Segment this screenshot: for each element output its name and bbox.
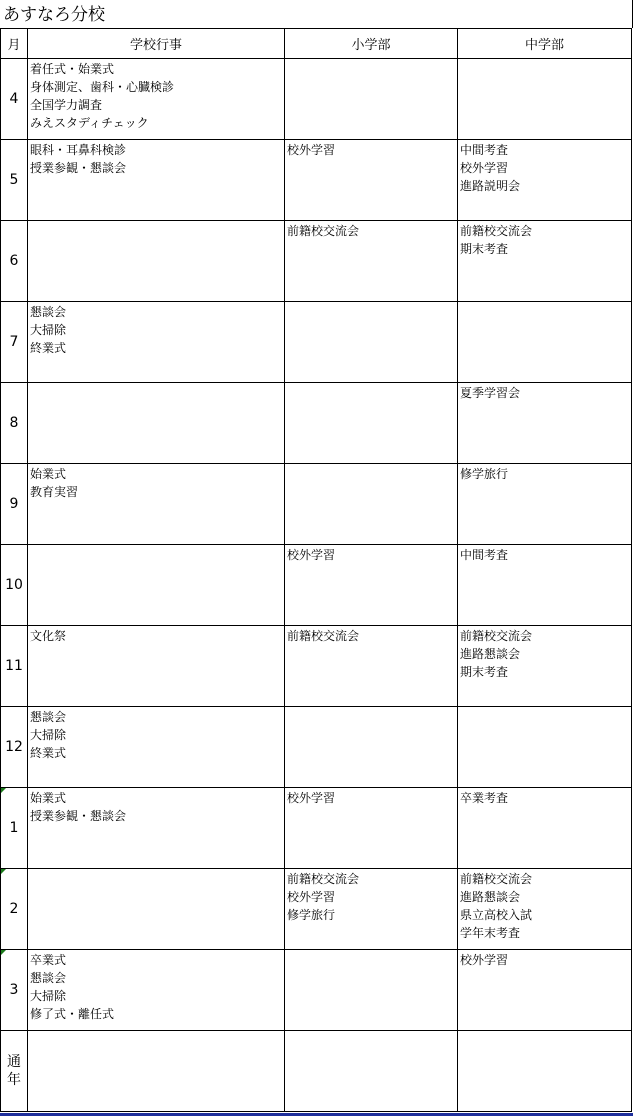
event-item: 卒業式 bbox=[30, 953, 67, 967]
event-list bbox=[28, 869, 284, 870]
event-list bbox=[285, 707, 457, 708]
event-item: 全国学力調査 bbox=[30, 98, 103, 112]
event-item: 懇談会 bbox=[30, 971, 67, 985]
junior-high-cell[interactable] bbox=[458, 950, 632, 1031]
month-label: 10 bbox=[5, 577, 23, 593]
event-item: 中間考査 bbox=[460, 548, 509, 562]
event-list bbox=[28, 545, 284, 546]
event-item: 卒業考査 bbox=[460, 791, 509, 805]
event-list bbox=[28, 788, 284, 825]
junior-high-cell[interactable] bbox=[458, 545, 632, 626]
sheet-title[interactable]: あすなろ分校 bbox=[3, 5, 105, 25]
month-cell[interactable] bbox=[1, 383, 28, 464]
month-label: 7 bbox=[9, 334, 19, 350]
event-list bbox=[28, 707, 284, 762]
event-item: 始業式 bbox=[30, 467, 67, 481]
event-item: 文化祭 bbox=[30, 629, 67, 643]
month-row bbox=[1, 302, 632, 383]
event-item: 終業式 bbox=[30, 746, 67, 760]
month-row bbox=[1, 707, 632, 788]
junior-high-cell[interactable] bbox=[458, 383, 632, 464]
elementary-cell[interactable] bbox=[285, 1031, 458, 1112]
school-events-cell[interactable] bbox=[28, 59, 285, 140]
event-list bbox=[458, 869, 631, 942]
event-item: 進路説明会 bbox=[460, 179, 521, 193]
event-item: 大掃除 bbox=[30, 989, 67, 1003]
event-item: 懇談会 bbox=[30, 305, 67, 319]
event-list bbox=[28, 59, 284, 132]
month-row bbox=[1, 140, 632, 221]
elementary-cell[interactable] bbox=[285, 788, 458, 869]
event-item: 学年末考査 bbox=[460, 926, 521, 940]
month-label: 9 bbox=[9, 496, 19, 512]
elementary-cell[interactable] bbox=[285, 545, 458, 626]
event-item: 教育実習 bbox=[30, 485, 79, 499]
junior-high-cell[interactable] bbox=[458, 1031, 632, 1112]
event-list bbox=[285, 1031, 457, 1032]
event-item: みえスタディチェック bbox=[30, 116, 149, 130]
month-row bbox=[1, 869, 632, 950]
event-list bbox=[285, 383, 457, 384]
event-list bbox=[458, 950, 631, 969]
month-cell[interactable] bbox=[1, 221, 28, 302]
school-events-cell[interactable] bbox=[28, 707, 285, 788]
event-list bbox=[285, 464, 457, 465]
month-cell[interactable] bbox=[1, 1031, 28, 1112]
school-events-cell[interactable] bbox=[28, 950, 285, 1031]
event-list bbox=[285, 626, 457, 645]
event-item: 授業参観・懇談会 bbox=[30, 809, 127, 823]
month-cell[interactable] bbox=[1, 59, 28, 140]
month-row bbox=[1, 626, 632, 707]
month-row bbox=[1, 464, 632, 545]
junior-high-cell[interactable] bbox=[458, 869, 632, 950]
event-list bbox=[458, 464, 631, 483]
month-row bbox=[1, 545, 632, 626]
school-events-cell[interactable] bbox=[28, 1031, 285, 1112]
month-row bbox=[1, 788, 632, 869]
month-row bbox=[1, 1031, 632, 1112]
header-row bbox=[1, 29, 632, 59]
event-list bbox=[28, 950, 284, 1023]
event-list bbox=[28, 140, 284, 177]
event-item: 始業式 bbox=[30, 791, 67, 805]
junior-high-cell[interactable] bbox=[458, 464, 632, 545]
event-list bbox=[28, 464, 284, 501]
event-list bbox=[458, 59, 631, 60]
event-item: 期末考査 bbox=[460, 665, 509, 679]
month-cell[interactable] bbox=[1, 788, 28, 869]
event-list bbox=[28, 1031, 284, 1032]
event-item: 前籍校交流会 bbox=[287, 629, 360, 643]
event-item: 授業参観・懇談会 bbox=[30, 161, 127, 175]
school-events-cell[interactable] bbox=[28, 221, 285, 302]
event-list bbox=[285, 869, 457, 924]
event-item: 大掃除 bbox=[30, 728, 67, 742]
school-events-cell[interactable] bbox=[28, 464, 285, 545]
event-item: 校外学習 bbox=[287, 143, 336, 157]
junior-high-cell[interactable] bbox=[458, 221, 632, 302]
event-item: 夏季学習会 bbox=[460, 386, 521, 400]
event-list bbox=[28, 221, 284, 222]
junior-high-cell[interactable] bbox=[458, 59, 632, 140]
month-label: 通年 bbox=[7, 1054, 21, 1088]
month-row bbox=[1, 221, 632, 302]
month-cell[interactable] bbox=[1, 545, 28, 626]
event-item: 前籍校交流会 bbox=[460, 872, 533, 886]
event-item: 期末考査 bbox=[460, 242, 509, 256]
event-list bbox=[458, 545, 631, 564]
month-label: 2 bbox=[9, 901, 19, 917]
month-cell[interactable] bbox=[1, 869, 28, 950]
event-list bbox=[458, 383, 631, 402]
event-list bbox=[458, 1031, 631, 1032]
event-item: 終業式 bbox=[30, 341, 67, 355]
event-item: 中間考査 bbox=[460, 143, 509, 157]
elementary-cell[interactable] bbox=[285, 626, 458, 707]
event-list bbox=[285, 302, 457, 303]
event-list bbox=[458, 140, 631, 195]
school-events-cell[interactable] bbox=[28, 626, 285, 707]
cell-error-marker bbox=[1, 869, 6, 874]
event-list bbox=[285, 59, 457, 60]
header-month[interactable]: 月 bbox=[1, 29, 28, 59]
junior-high-cell[interactable] bbox=[458, 302, 632, 383]
cell-error-marker bbox=[1, 788, 6, 793]
cell-error-marker bbox=[1, 950, 6, 955]
event-list bbox=[458, 788, 631, 807]
month-row bbox=[1, 59, 632, 140]
event-item: 校外学習 bbox=[287, 890, 336, 904]
school-events-cell[interactable] bbox=[28, 545, 285, 626]
elementary-cell[interactable] bbox=[285, 302, 458, 383]
school-events-cell[interactable] bbox=[28, 383, 285, 464]
event-list bbox=[285, 140, 457, 159]
month-label: 4 bbox=[9, 91, 19, 107]
event-item: 修学旅行 bbox=[287, 908, 336, 922]
event-list bbox=[458, 302, 631, 303]
school-events-cell[interactable] bbox=[28, 788, 285, 869]
event-item: 懇談会 bbox=[30, 710, 67, 724]
event-item: 大掃除 bbox=[30, 323, 67, 337]
event-list bbox=[28, 383, 284, 384]
event-list bbox=[458, 707, 631, 708]
schedule-table bbox=[0, 28, 632, 1112]
elementary-cell[interactable] bbox=[285, 707, 458, 788]
header-elementary[interactable]: 小学部 bbox=[285, 29, 458, 59]
month-label: 1 bbox=[9, 820, 19, 836]
event-item: 身体測定、歯科・心臓検診 bbox=[30, 80, 175, 94]
junior-high-cell[interactable] bbox=[458, 626, 632, 707]
event-item: 進路懇談会 bbox=[460, 890, 521, 904]
month-label: 8 bbox=[9, 415, 19, 431]
event-item: 校外学習 bbox=[287, 548, 336, 562]
month-cell[interactable] bbox=[1, 707, 28, 788]
event-item: 眼科・耳鼻科検診 bbox=[30, 143, 127, 157]
school-events-cell[interactable] bbox=[28, 302, 285, 383]
month-label: 12 bbox=[5, 739, 23, 755]
elementary-cell[interactable] bbox=[285, 464, 458, 545]
event-item: 修学旅行 bbox=[460, 467, 509, 481]
month-cell[interactable] bbox=[1, 302, 28, 383]
event-item: 校外学習 bbox=[460, 953, 509, 967]
month-row bbox=[1, 950, 632, 1031]
event-item: 前籍校交流会 bbox=[287, 872, 360, 886]
event-list bbox=[458, 626, 631, 681]
header-junior-high[interactable]: 中学部 bbox=[458, 29, 632, 59]
schedule-body bbox=[1, 59, 632, 1112]
event-item: 着任式・始業式 bbox=[30, 62, 115, 76]
event-list bbox=[285, 788, 457, 807]
elementary-cell[interactable] bbox=[285, 221, 458, 302]
event-list bbox=[285, 221, 457, 240]
month-cell[interactable] bbox=[1, 464, 28, 545]
month-label: 11 bbox=[5, 658, 23, 674]
event-item: 校外学習 bbox=[460, 161, 509, 175]
elementary-cell[interactable] bbox=[285, 59, 458, 140]
header-school-events[interactable]: 学校行事 bbox=[28, 29, 285, 59]
elementary-cell[interactable] bbox=[285, 140, 458, 221]
junior-high-cell[interactable] bbox=[458, 788, 632, 869]
event-list bbox=[285, 950, 457, 951]
month-label: 3 bbox=[9, 982, 19, 998]
elementary-cell[interactable] bbox=[285, 869, 458, 950]
event-list bbox=[28, 302, 284, 357]
event-list bbox=[285, 545, 457, 564]
event-item: 校外学習 bbox=[287, 791, 336, 805]
month-cell[interactable] bbox=[1, 950, 28, 1031]
event-item: 修了式・離任式 bbox=[30, 1007, 115, 1021]
month-label: 5 bbox=[9, 172, 19, 188]
event-item: 前籍校交流会 bbox=[287, 224, 360, 238]
elementary-cell[interactable] bbox=[285, 383, 458, 464]
month-row bbox=[1, 383, 632, 464]
event-list bbox=[458, 221, 631, 258]
junior-high-cell[interactable] bbox=[458, 707, 632, 788]
school-events-cell[interactable] bbox=[28, 869, 285, 950]
junior-high-cell[interactable] bbox=[458, 140, 632, 221]
event-item: 前籍校交流会 bbox=[460, 224, 533, 238]
elementary-cell[interactable] bbox=[285, 950, 458, 1031]
month-label: 6 bbox=[9, 253, 19, 269]
event-item: 県立高校入試 bbox=[460, 908, 533, 922]
school-events-cell[interactable] bbox=[28, 140, 285, 221]
event-list bbox=[28, 626, 284, 645]
month-cell[interactable] bbox=[1, 140, 28, 221]
event-item: 前籍校交流会 bbox=[460, 629, 533, 643]
month-cell[interactable] bbox=[1, 626, 28, 707]
event-item: 進路懇談会 bbox=[460, 647, 521, 661]
